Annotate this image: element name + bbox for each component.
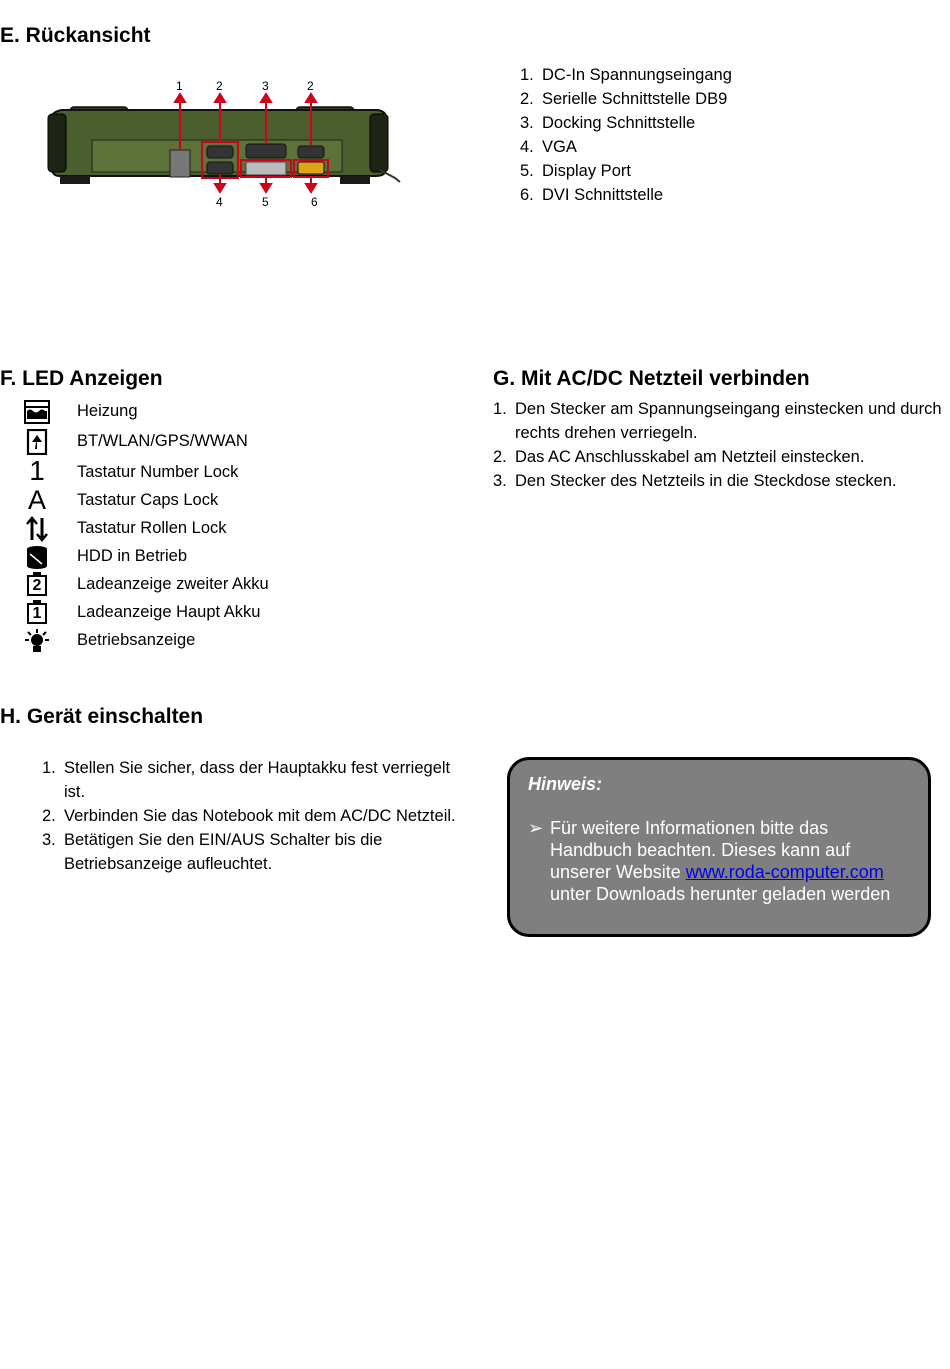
note-line: unter Downloads herunter geladen werden — [550, 884, 891, 904]
list-item: 1. DC-In Spannungseingang — [520, 66, 732, 84]
note-line-with-link — [550, 861, 928, 883]
section-h-title: H. Gerät einschalten — [0, 705, 204, 728]
led-label: Ladeanzeige zweiter Akku — [77, 575, 269, 593]
list-item-continued: rechts drehen verriegeln. — [515, 424, 698, 442]
battery-2-icon — [24, 572, 50, 598]
led-label: Heizung — [77, 402, 138, 420]
website-link[interactable]: www.roda-computer.com — [685, 862, 884, 882]
note-line-prefix: unserer Website — [550, 862, 686, 882]
laptop-rear-illustration — [40, 70, 410, 215]
note-title: Hinweis: — [528, 774, 603, 794]
power-icon — [24, 628, 50, 654]
led-label: Tastatur Number Lock — [77, 463, 239, 481]
wireless-icon — [24, 429, 50, 455]
list-item-continued: Betriebsanzeige aufleuchtet. — [64, 855, 273, 873]
list-item: 3. Den Stecker des Netzteils in die Steckdose stecken. — [493, 472, 897, 490]
list-item: 3. Betätigen Sie den EIN/AUS Schalter bis die — [42, 831, 383, 849]
list-item: 2. Serielle Schnittstelle DB9 — [520, 90, 728, 108]
list-item: 2. Verbinden Sie das Notebook mit dem AC/DC Netzteil. — [42, 807, 456, 825]
note-line: Handbuch beachten. Dieses kann auf — [550, 840, 851, 860]
caps-lock-icon: A — [27, 485, 46, 515]
list-item: 1. Den Stecker am Spannungseingang einstecken und durch — [493, 400, 942, 418]
battery-1-label: 1 — [27, 603, 47, 624]
battery-2-label: 2 — [27, 575, 47, 596]
section-g-title: G. Mit AC/DC Netzteil verbinden — [493, 367, 810, 390]
rear-view-figure — [40, 70, 410, 215]
bullet-arrow-icon: ➢ — [528, 818, 544, 838]
led-label: BT/WLAN/GPS/WWAN — [77, 432, 248, 450]
led-label: Tastatur Caps Lock — [77, 491, 219, 509]
led-label: Betriebsanzeige — [77, 631, 196, 649]
callout-top-3: 3 — [262, 79, 269, 93]
note-box — [507, 757, 931, 937]
list-item: 6. DVI Schnittstelle — [520, 186, 664, 204]
callout-top-2b: 2 — [307, 79, 314, 93]
number-lock-icon: 1 — [29, 455, 45, 486]
list-item: 5. Display Port — [520, 162, 631, 180]
section-f-title: F. LED Anzeigen — [0, 367, 163, 390]
callout-top-2: 2 — [216, 79, 223, 93]
led-label: Ladeanzeige Haupt Akku — [77, 603, 261, 621]
callout-bottom-6: 6 — [311, 195, 318, 209]
list-item: 2. Das AC Anschlusskabel am Netzteil einstecken. — [493, 448, 865, 466]
battery-1-icon — [24, 600, 50, 626]
note-line: Für weitere Informationen bitte das — [550, 818, 829, 838]
heater-icon — [24, 399, 50, 425]
callout-top-1: 1 — [176, 79, 183, 93]
led-label: HDD in Betrieb — [77, 547, 188, 565]
list-item-continued: ist. — [64, 783, 86, 801]
led-label: Tastatur Rollen Lock — [77, 519, 227, 537]
list-item: 4. VGA — [520, 138, 577, 156]
callout-bottom-4: 4 — [216, 195, 223, 209]
section-e-title: E. Rückansicht — [0, 24, 151, 47]
scroll-lock-icon — [24, 516, 50, 542]
callout-bottom-5: 5 — [262, 195, 269, 209]
list-item: 3. Docking Schnittstelle — [520, 114, 696, 132]
hdd-icon — [24, 544, 50, 570]
note-body — [528, 817, 928, 905]
list-item: 1. Stellen Sie sicher, dass der Hauptakku fest verriegelt — [42, 759, 451, 777]
